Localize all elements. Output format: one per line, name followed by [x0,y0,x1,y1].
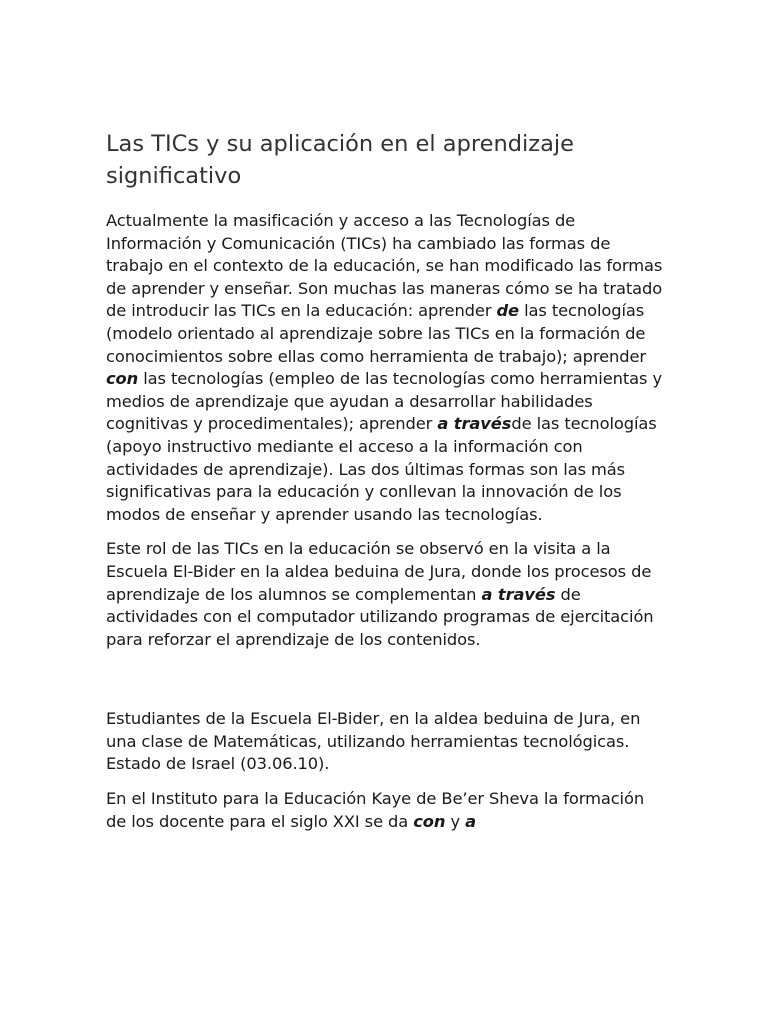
paragraph-text: Este rol de las TICs en la educación se observó en la visita a la Escuela El-Bider en la aldea beduina de Jura, donde los procesos de aprendizaje de los alumnos se complementan [106,539,652,604]
paragraph-intro [106,210,666,526]
paragraph-text: y [445,811,466,831]
paragraph-text: En el Instituto para la Educación Kaye de Be’er Sheva la formación de los docente para el siglo XXI se da [106,789,645,831]
paragraph-text: de actividades con el computador utilizando programas de ejercitación para reforzar el aprendizaje de los contenidos. [106,584,654,649]
emphasis-con: con [106,369,139,389]
paragraph-institute [106,788,666,833]
emphasis-a: a [465,811,476,831]
document-page [106,128,666,833]
paragraph-text: las tecnologías (empleo de las tecnologías como herramientas y medios de aprendizaje que ayudan a desarrollar habilidades cognitivas y procedimentales); aprender [106,369,663,434]
paragraph-text: las tecnologías (modelo orientado al aprendizaje sobre las TICs en la formación de conocimientos sobre ellas como herramienta de trabajo); aprender [106,301,646,366]
emphasis-a-traves: a través [481,584,556,604]
document-title: Las TICs y su aplicación en el aprendizaje significativo [106,131,574,189]
emphasis-de: de [496,301,519,321]
paragraph-visit [106,538,666,651]
paragraph-text: Actualmente la masificación y acceso a las Tecnologías de Información y Comunicación (TICs) ha cambiado las formas de trabajo en el contexto de la educación, se han modificado las formas de aprender y enseñar. Son muchas las maneras cómo se ha tratado de introducir las TICs en la educación: aprender [106,211,663,321]
emphasis-con: con [413,811,446,831]
emphasis-a-traves: a través [437,414,512,434]
image-caption: Estudiantes de la Escuela El-Bider, en la aldea beduina de Jura, en una clase de Matemáticas, utilizando herramientas tecnológicas. Estado de Israel (03.06.10). [106,709,641,774]
paragraph-text: de las tecnologías (apoyo instructivo mediante el acceso a la información con actividades de aprendizaje). Las dos últimas formas son las más significativas para la educación y conllevan la innovación de los modos de enseñar y aprender usando las tecnologías. [106,414,657,524]
